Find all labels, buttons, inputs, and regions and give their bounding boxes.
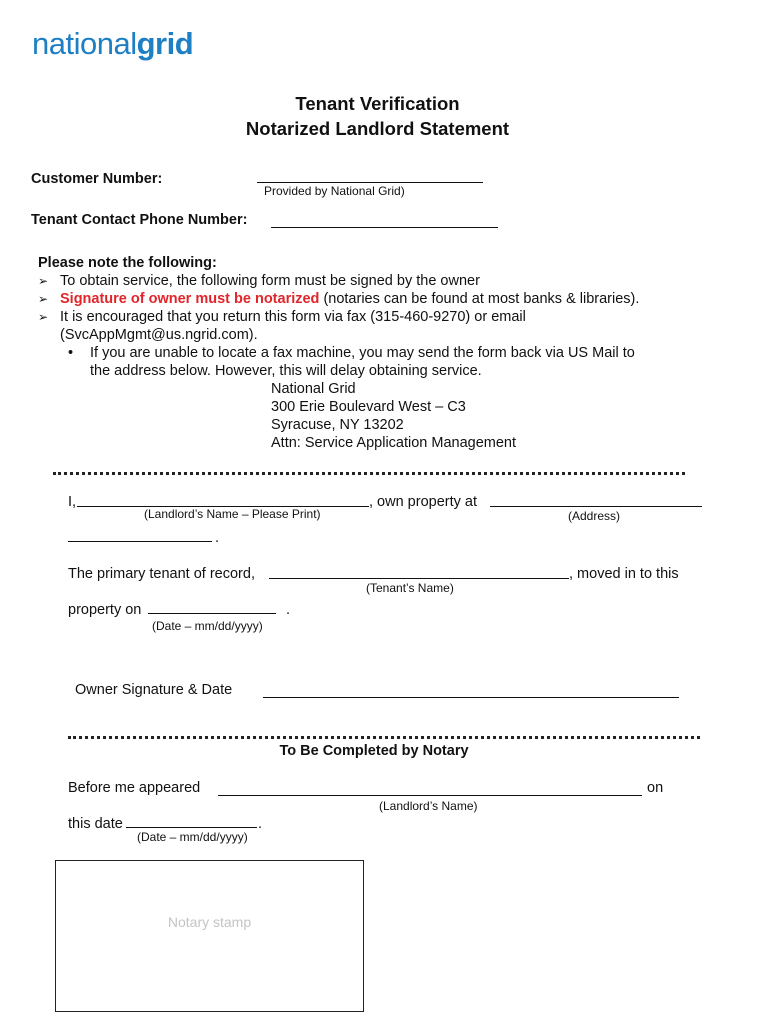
notary-landlord-name-field[interactable] — [218, 795, 642, 796]
primary-tenant-label: The primary tenant of record, — [68, 566, 255, 582]
note-item-notarized: ➢ Signature of owner must be notarized (notaries can be found at most banks & libraries). — [38, 291, 640, 307]
address-line-4: Attn: Service Application Management — [271, 435, 517, 451]
landlord-name-hint: (Landlord’s Name – Please Print) — [144, 507, 321, 521]
notes-heading: Please note the following: — [38, 255, 217, 271]
note-subitem-mail: • If you are unable to locate a fax machine, you may send the form back via US Mail to — [68, 345, 635, 361]
move-in-date-field[interactable] — [148, 613, 276, 614]
arrow-bullet-icon: ➢ — [38, 274, 49, 288]
this-date-label: this date — [68, 816, 123, 832]
property-address-cont-field[interactable] — [68, 541, 212, 542]
tenant-name-field[interactable] — [269, 578, 569, 579]
move-in-date-hint: (Date – mm/dd/yyyy) — [152, 619, 263, 633]
owner-signature-field[interactable] — [263, 697, 679, 698]
note-subitem-mail-cont: the address below. However, this will delay obtaining service. — [90, 363, 482, 379]
address-line-3: Syracuse, NY 13202 — [271, 417, 404, 433]
notary-date-period: . — [258, 816, 263, 832]
logo-text-national: national — [32, 26, 137, 61]
tenant-phone-field[interactable] — [271, 227, 498, 228]
note-item-email-address: (SvcAppMgmt@us.ngrid.com). — [60, 327, 258, 343]
section-divider — [53, 472, 685, 475]
address-hint: (Address) — [568, 509, 621, 523]
address-line-1: National Grid — [271, 381, 356, 397]
arrow-bullet-icon: ➢ — [38, 310, 49, 324]
notary-date-field[interactable] — [126, 827, 257, 828]
tenant-phone-label: Tenant Contact Phone Number: — [31, 212, 248, 228]
customer-number-field[interactable] — [257, 182, 483, 183]
owner-signature-label: Owner Signature & Date — [75, 682, 233, 698]
landlord-i-label: I, — [68, 494, 77, 510]
notary-stamp-placeholder: Notary stamp — [167, 914, 252, 930]
notary-stamp-box[interactable] — [55, 860, 364, 1012]
notarized-warning: Signature of owner must be notarized — [60, 291, 320, 307]
property-address-field[interactable] — [490, 506, 702, 507]
customer-number-hint: Provided by National Grid) — [264, 184, 405, 198]
property-on-label: property on — [68, 602, 142, 618]
move-in-period: . — [286, 602, 291, 618]
address-period: . — [215, 530, 220, 546]
before-me-appeared-label: Before me appeared — [68, 780, 201, 796]
notary-landlord-name-hint: (Landlord’s Name) — [379, 799, 478, 813]
moved-in-label: , moved in to this — [569, 566, 679, 582]
national-grid-logo — [32, 26, 193, 62]
note-item-owner-signature: ➢ To obtain service, the following form must be signed by the owner — [38, 273, 480, 289]
logo-text-grid: grid — [136, 26, 194, 61]
notary-on-label: on — [647, 780, 664, 796]
document-title: Tenant Verification — [295, 93, 460, 114]
customer-number-label: Customer Number: — [31, 171, 163, 187]
tenant-name-hint: (Tenant’s Name) — [366, 581, 454, 595]
notary-date-hint: (Date – mm/dd/yyyy) — [137, 830, 248, 844]
document-subtitle: Notarized Landlord Statement — [245, 118, 510, 139]
section-divider — [68, 736, 700, 739]
address-line-2: 300 Erie Boulevard West – C3 — [271, 399, 466, 415]
arrow-bullet-icon: ➢ — [38, 292, 49, 306]
dot-bullet-icon: • — [68, 345, 74, 361]
notary-heading: To Be Completed by Notary — [279, 743, 469, 759]
own-property-label: , own property at — [369, 494, 477, 510]
note-item-fax-email: ➢ It is encouraged that you return this form via fax (315-460-9270) or email — [38, 309, 526, 325]
